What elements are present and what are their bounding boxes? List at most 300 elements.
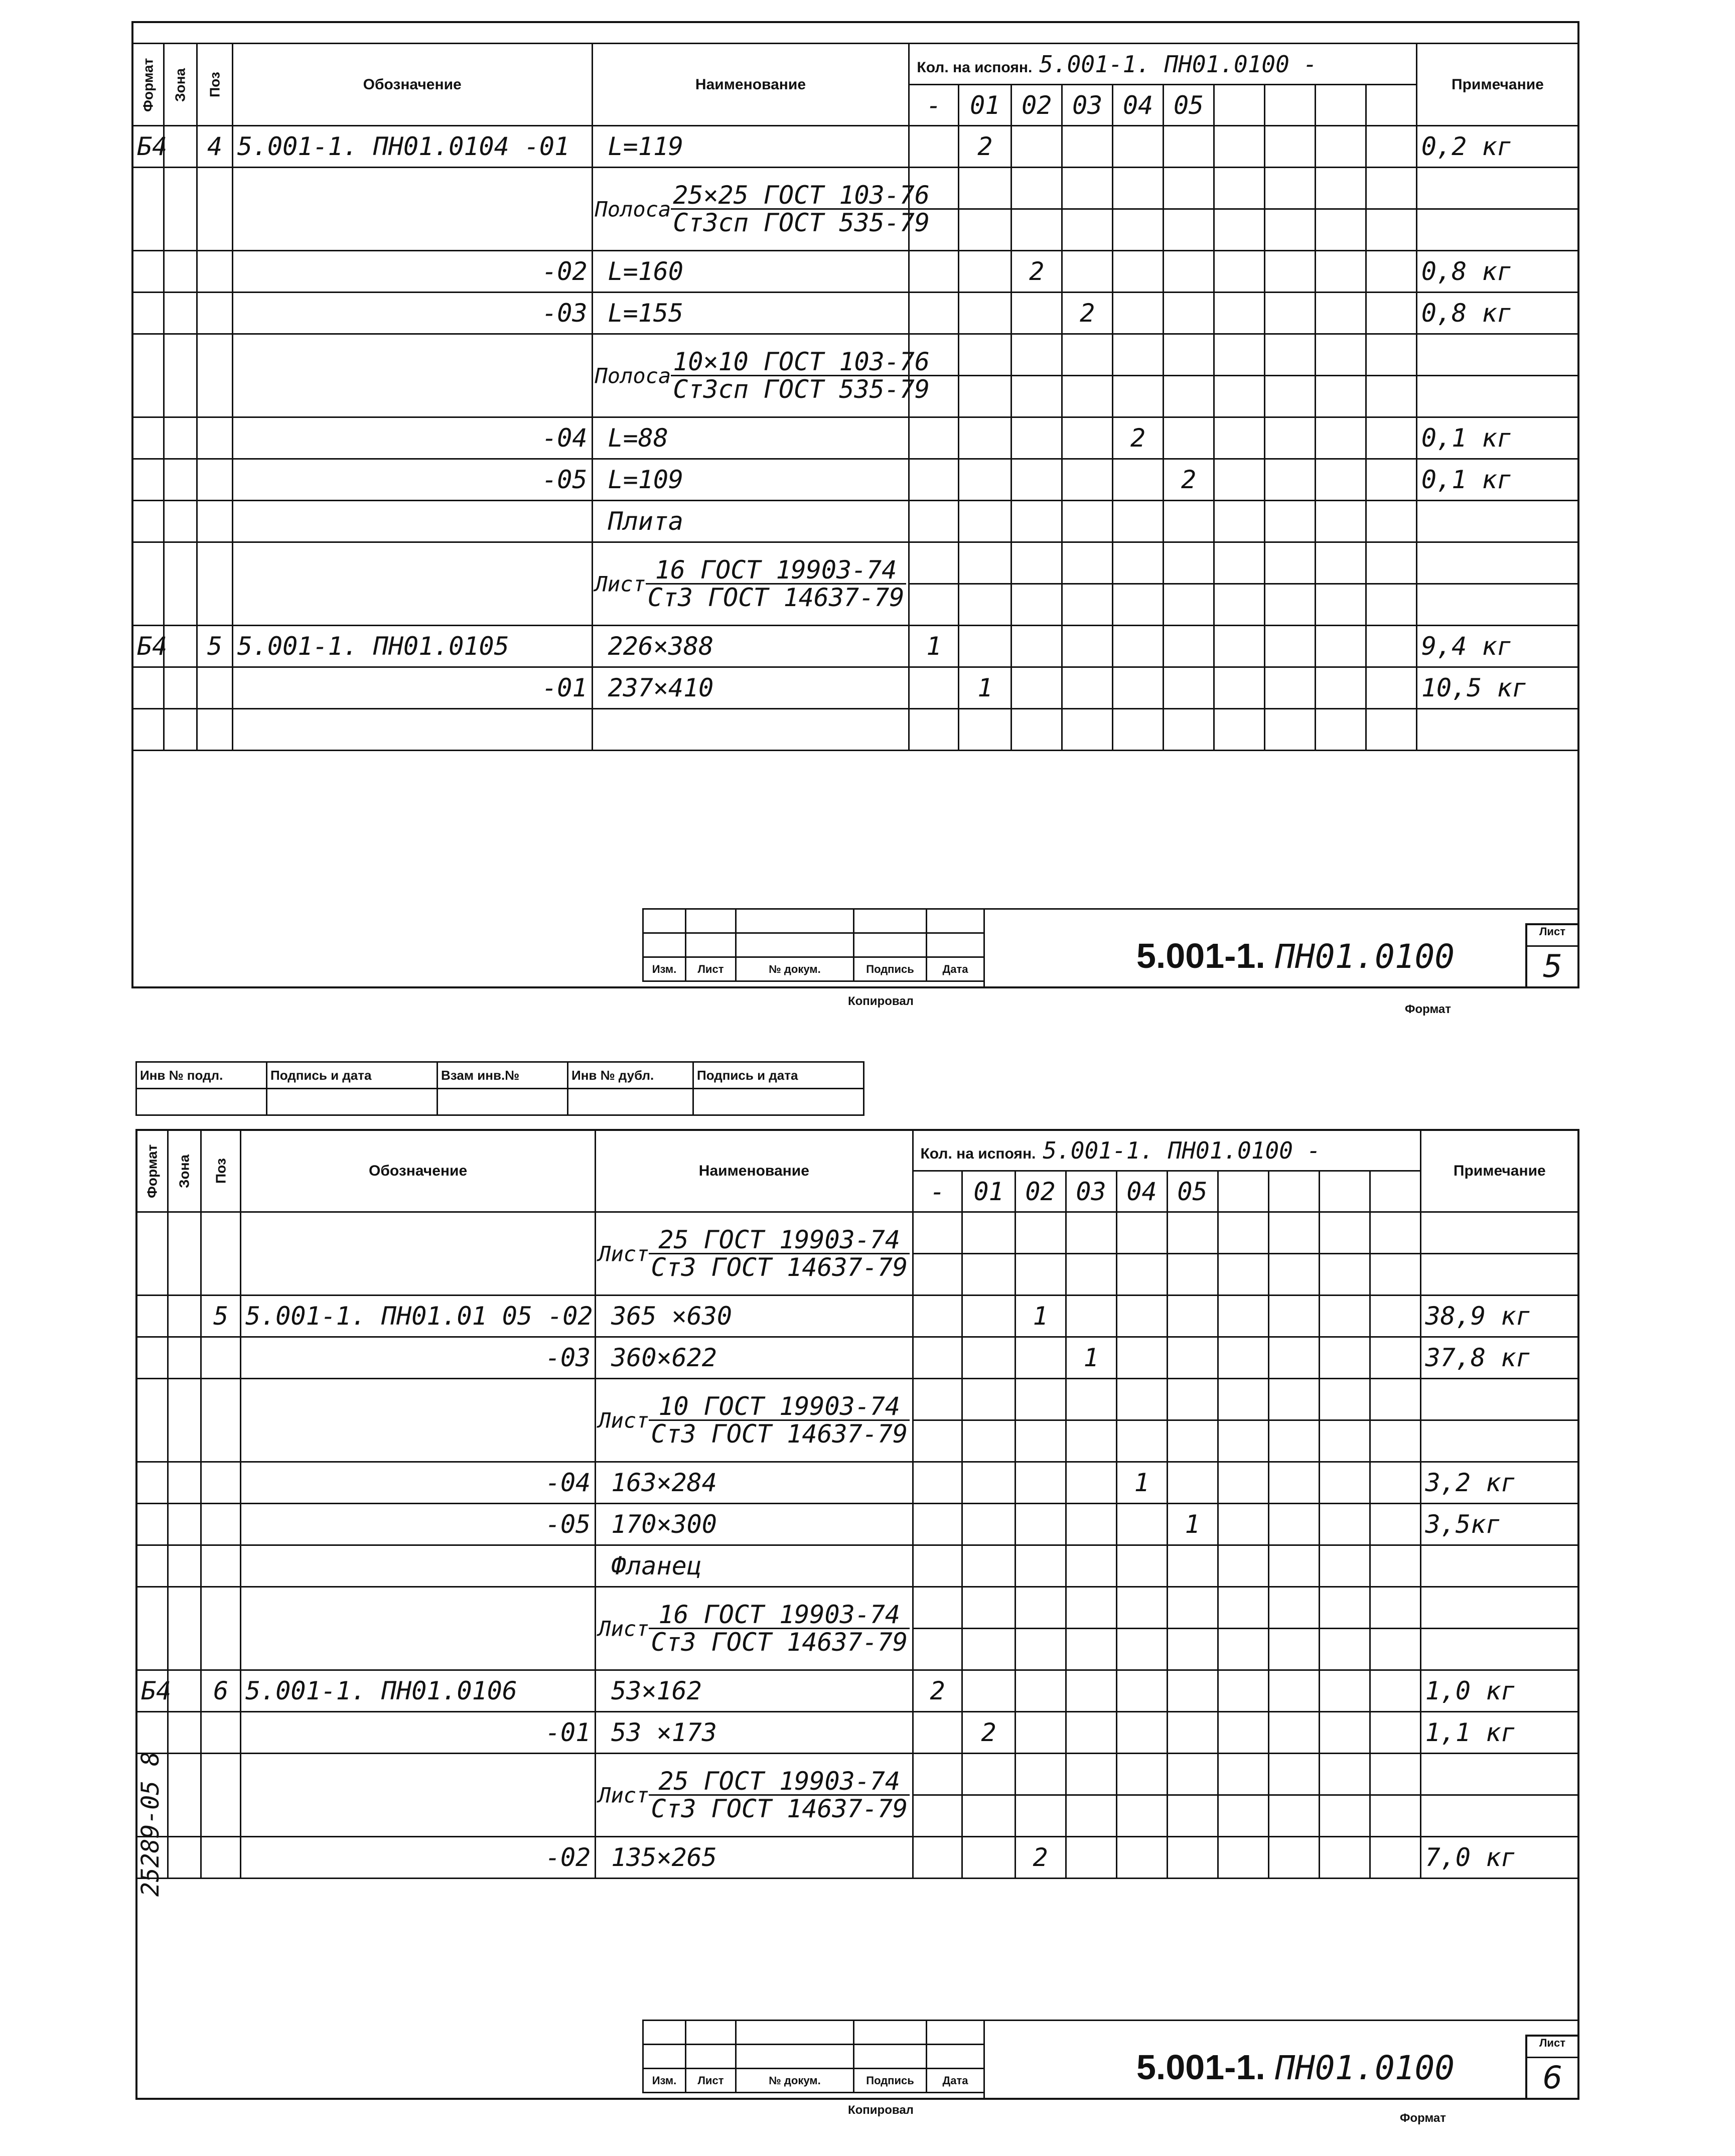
col-pos-header: Поз (201, 1130, 241, 1212)
cell-qty (1264, 334, 1315, 376)
cell-qty (1164, 293, 1214, 334)
format-label: Формат (1400, 2111, 1447, 2125)
cell-qty (1113, 542, 1164, 584)
cell-qty (1264, 542, 1315, 584)
cell-zone (164, 168, 197, 251)
cell-qty (1264, 626, 1315, 667)
cell-qty (1366, 501, 1416, 542)
stamp-doc: № докум. (736, 957, 854, 981)
cell-qty (1268, 1837, 1319, 1879)
cell-designation: -01 (232, 667, 592, 709)
cell-format (132, 334, 164, 417)
exec-col-header: 05 (1164, 85, 1214, 126)
cell-pos (201, 1712, 241, 1754)
cell-qty (962, 1462, 1015, 1504)
cell-designation (232, 334, 592, 417)
cell-qty (1218, 1670, 1268, 1712)
cell-qty (962, 1545, 1015, 1587)
cell-format (136, 1337, 168, 1379)
cell-pos (201, 1337, 241, 1379)
cell-designation: -04 (241, 1462, 596, 1504)
cell-qty (1167, 1670, 1218, 1712)
material-profile: 10 ГОСТ 19903-74 (649, 1393, 910, 1421)
cell-qty (959, 251, 1011, 293)
cell-qty (1164, 126, 1214, 168)
cell-qty (1066, 1754, 1116, 1795)
cell-qty (962, 1254, 1015, 1296)
material-grade: Ст3 ГОСТ 14637-79 (651, 1794, 908, 1823)
cell-qty (1167, 1795, 1218, 1837)
cell-note (1416, 542, 1578, 584)
cell-qty (1315, 542, 1366, 584)
cell-qty (1366, 334, 1416, 376)
cell-qty (1015, 1670, 1066, 1712)
cell-qty (1113, 126, 1164, 168)
cell-note: 0,2 кг (1416, 126, 1578, 168)
cell-qty (1366, 584, 1416, 626)
cell-qty (1066, 1212, 1116, 1254)
cell-qty (1370, 1629, 1420, 1670)
cell-qty (913, 1712, 962, 1754)
cell-note (1416, 209, 1578, 251)
cell-qty (1062, 417, 1113, 459)
qty-title: Кол. на испоян. (917, 59, 1033, 76)
cell-qty (1066, 1296, 1116, 1337)
cell-qty (1218, 1629, 1268, 1670)
cell-qty (959, 584, 1011, 626)
cell-zone (164, 501, 197, 542)
cell-qty (909, 459, 959, 501)
cell-qty (1214, 126, 1265, 168)
cell-qty (1366, 126, 1416, 168)
cell-qty (1370, 1420, 1420, 1462)
cell-note: 0,8 кг (1416, 293, 1578, 334)
cell-qty (1214, 168, 1265, 209)
table-row (132, 168, 1579, 209)
exec-col-header: 03 (1062, 85, 1113, 126)
cell-qty: 1 (959, 667, 1011, 709)
cell-qty (1370, 1254, 1420, 1296)
cell-qty (1264, 126, 1315, 168)
cell-name: L=88 (592, 417, 909, 459)
cell-qty (1319, 1296, 1370, 1337)
cell-qty (962, 1337, 1015, 1379)
cell-name (592, 334, 930, 417)
cell-qty (1218, 1379, 1268, 1420)
cell-qty (959, 542, 1011, 584)
cell-qty (1214, 293, 1265, 334)
cell-qty: 2 (1164, 459, 1214, 501)
cell-qty (909, 667, 959, 709)
cell-pos (197, 459, 233, 501)
material-grade: Ст3 ГОСТ 14637-79 (651, 1628, 908, 1657)
cell-pos (201, 1212, 241, 1296)
exec-col-header: 04 (1113, 85, 1164, 126)
exec-col-header (1319, 1171, 1370, 1212)
exec-col-header: 01 (962, 1171, 1015, 1212)
material-fraction (671, 182, 932, 236)
cell-name: Плита (592, 501, 909, 542)
cell-qty (962, 1629, 1015, 1670)
cell-format: Б4 (132, 126, 164, 168)
cell-qty (1315, 417, 1366, 459)
col-qty-header (913, 1130, 1420, 1171)
cell-qty (1015, 1504, 1066, 1545)
cell-format (136, 1296, 168, 1337)
cell-qty (1370, 1504, 1420, 1545)
table-row (136, 1337, 1579, 1379)
cell-zone (164, 459, 197, 501)
cell-name: 53 ×173 (596, 1712, 913, 1754)
cell-qty (1315, 334, 1366, 376)
cell-format (136, 1587, 168, 1670)
cell-qty (1164, 417, 1214, 459)
cell-pos: 6 (201, 1670, 241, 1712)
cell-qty (1214, 459, 1265, 501)
table-row (132, 667, 1579, 709)
cell-qty (1319, 1795, 1370, 1837)
cell-qty (1218, 1504, 1268, 1545)
cell-qty (962, 1504, 1015, 1545)
cell-qty (962, 1837, 1015, 1879)
cell-note (1420, 1212, 1578, 1254)
cell-qty (1015, 1379, 1066, 1420)
cell-qty (1319, 1504, 1370, 1545)
cell-qty (1164, 209, 1214, 251)
table-row (132, 334, 1579, 376)
material-label: Полоса (595, 363, 671, 388)
material-fraction (649, 1768, 910, 1822)
cell-qty (1366, 459, 1416, 501)
cell-qty (1167, 1587, 1218, 1629)
cell-name: Фланец (596, 1545, 913, 1587)
qty-code: 5.001-1. ПН01.0100 - (1043, 1136, 1321, 1164)
stamp-date: Дата (927, 957, 984, 981)
cell-name (596, 1379, 913, 1462)
col-designation-header: Обозначение (232, 44, 592, 126)
cell-pos (197, 667, 233, 709)
cell-qty (1370, 1795, 1420, 1837)
exec-col-header: 04 (1116, 1171, 1167, 1212)
cell-note: 9,4 кг (1416, 626, 1578, 667)
cell-qty (1015, 1462, 1066, 1504)
cell-format (132, 417, 164, 459)
table-row (132, 501, 1579, 542)
cell-qty (1113, 626, 1164, 667)
table-row (136, 1379, 1579, 1420)
cell-qty (1015, 1420, 1066, 1462)
cell-qty (1264, 709, 1315, 751)
cell-format (136, 1545, 168, 1587)
cell-name: 226×388 (592, 626, 909, 667)
cell-name: 360×622 (596, 1337, 913, 1379)
material-fraction (671, 349, 932, 403)
cell-pos (197, 542, 233, 626)
spec-table-sheet-1 (131, 43, 1579, 751)
sheet-number: 6 (1542, 2059, 1562, 2096)
cell-name (592, 542, 909, 626)
cell-note (1420, 1254, 1578, 1296)
cell-qty (1167, 1420, 1218, 1462)
cell-format (132, 501, 164, 542)
table-row (132, 459, 1579, 501)
material-grade: Ст3сп ГОСТ 535-79 (673, 208, 930, 237)
cell-qty (1116, 1587, 1167, 1629)
cell-name (596, 1754, 913, 1837)
cell-qty (1164, 168, 1214, 209)
exec-col-header (1214, 85, 1265, 126)
table-row (136, 1670, 1579, 1712)
cell-qty (1264, 251, 1315, 293)
cell-qty (1011, 709, 1062, 751)
cell-designation: 5.001-1. ПН01.01 05 -02 (241, 1296, 596, 1337)
exec-col-header: 01 (959, 85, 1011, 126)
table-row (136, 1837, 1579, 1879)
cell-qty (1214, 667, 1265, 709)
cell-qty (913, 1587, 962, 1629)
cell-qty (1116, 1254, 1167, 1296)
cell-format (132, 293, 164, 334)
cell-qty (1062, 209, 1113, 251)
cell-qty (1214, 709, 1265, 751)
cell-qty (1116, 1545, 1167, 1587)
cell-qty: 2 (1011, 251, 1062, 293)
cell-qty (913, 1212, 962, 1254)
cell-zone (164, 251, 197, 293)
cell-pos (201, 1754, 241, 1837)
cell-qty (1113, 501, 1164, 542)
cell-qty (1116, 1837, 1167, 1879)
cell-qty (1011, 667, 1062, 709)
cell-qty (1214, 334, 1265, 376)
spec-table-sheet-2 (135, 1129, 1579, 1879)
cell-qty (1268, 1629, 1319, 1670)
cell-format (136, 1504, 168, 1545)
cell-zone (168, 1670, 201, 1712)
cell-qty (1116, 1629, 1167, 1670)
cell-qty (913, 1504, 962, 1545)
archive-side-mark: 25289-05 8 (136, 1752, 165, 1897)
cell-designation (241, 1379, 596, 1462)
exec-col-header (1370, 1171, 1420, 1212)
cell-qty (1164, 584, 1214, 626)
cell-name: 170×300 (596, 1504, 913, 1545)
cell-qty (1315, 584, 1366, 626)
cell-designation: -03 (232, 293, 592, 334)
cell-qty (1113, 667, 1164, 709)
title-block-sheet-1 (642, 908, 985, 982)
table-row (132, 542, 1579, 584)
cell-qty (1116, 1379, 1167, 1420)
cell-name: 53×162 (596, 1670, 913, 1712)
cell-qty (1319, 1212, 1370, 1254)
cell-qty (1066, 1254, 1116, 1296)
material-label: Лист (598, 1783, 649, 1807)
cell-name: L=155 (592, 293, 909, 334)
title-block-sheet-2 (642, 2020, 985, 2093)
cell-qty (1011, 376, 1062, 417)
cell-qty (1164, 501, 1214, 542)
cell-qty (1062, 542, 1113, 584)
cell-qty (1268, 1795, 1319, 1837)
cell-note: 10,5 кг (1416, 667, 1578, 709)
cell-note: 38,9 кг (1420, 1296, 1578, 1337)
sheet-number-box-2: Лист 6 (1525, 2035, 1579, 2100)
cell-qty (1366, 209, 1416, 251)
cell-qty (1319, 1254, 1370, 1296)
material-profile: 25 ГОСТ 19903-74 (649, 1227, 910, 1255)
cell-designation (241, 1212, 596, 1296)
cell-zone (168, 1337, 201, 1379)
cell-qty (909, 584, 959, 626)
cell-qty (1116, 1212, 1167, 1254)
material-fraction (649, 1602, 910, 1656)
cell-qty (959, 376, 1011, 417)
cell-designation: -01 (241, 1712, 596, 1754)
cell-qty (1370, 1587, 1420, 1629)
cell-qty (1062, 251, 1113, 293)
material-label: Лист (598, 1616, 649, 1641)
cell-note: 3,5кг (1420, 1504, 1578, 1545)
cell-qty (1214, 626, 1265, 667)
cell-qty (1116, 1795, 1167, 1837)
cell-qty (1164, 334, 1214, 376)
table-row (136, 1587, 1579, 1629)
cell-qty (1062, 584, 1113, 626)
cell-format (132, 251, 164, 293)
exec-col-header (1218, 1171, 1268, 1212)
cell-qty (1370, 1212, 1420, 1254)
cell-qty (1264, 376, 1315, 417)
cell-qty (1319, 1837, 1370, 1879)
cell-qty (1062, 709, 1113, 751)
cell-pos: 5 (197, 626, 233, 667)
stamp-sign: Подпись (854, 2069, 927, 2093)
cell-qty (909, 251, 959, 293)
cell-qty (1066, 1462, 1116, 1504)
cell-qty (962, 1379, 1015, 1420)
cell-qty (1116, 1712, 1167, 1754)
stamp-date: Дата (927, 2069, 984, 2093)
cell-designation: -05 (241, 1504, 596, 1545)
cell-qty (1116, 1754, 1167, 1795)
cell-qty (1315, 501, 1366, 542)
cell-pos (197, 501, 233, 542)
col-name-header: Наименование (596, 1130, 913, 1212)
table-row (132, 417, 1579, 459)
cell-designation: -04 (232, 417, 592, 459)
cell-zone (164, 293, 197, 334)
cell-qty (1370, 1462, 1420, 1504)
cell-qty (1066, 1670, 1116, 1712)
cell-qty: 2 (1113, 417, 1164, 459)
cell-qty (1062, 626, 1113, 667)
cell-qty: 1 (1167, 1504, 1218, 1545)
cell-qty (962, 1212, 1015, 1254)
cell-qty: 2 (1062, 293, 1113, 334)
cell-format (132, 667, 164, 709)
cell-designation (241, 1545, 596, 1587)
cell-qty (1319, 1587, 1370, 1629)
cell-qty (1062, 459, 1113, 501)
cell-note: 7,0 кг (1420, 1837, 1578, 1879)
table-row (136, 1712, 1579, 1754)
cell-zone (164, 626, 197, 667)
cell-designation (232, 542, 592, 626)
col-format-header: Формат (136, 1130, 168, 1212)
cell-pos (197, 168, 233, 251)
cell-qty (1268, 1462, 1319, 1504)
table-row (132, 126, 1579, 168)
cell-qty (1218, 1712, 1268, 1754)
cell-designation: -03 (241, 1337, 596, 1379)
cell-qty (959, 626, 1011, 667)
cell-qty (1116, 1420, 1167, 1462)
cell-format (132, 459, 164, 501)
cell-qty (1370, 1545, 1420, 1587)
col-zone-header: Зона (164, 44, 197, 126)
cell-qty (1366, 709, 1416, 751)
cell-qty (1062, 376, 1113, 417)
cell-name (592, 168, 930, 251)
cell-note (1416, 501, 1578, 542)
cell-qty (1319, 1337, 1370, 1379)
cell-qty (1015, 1337, 1066, 1379)
cell-qty (1066, 1504, 1116, 1545)
cell-qty (962, 1795, 1015, 1837)
cell-designation: -05 (232, 459, 592, 501)
cell-qty (913, 1337, 962, 1379)
cell-qty (913, 1462, 962, 1504)
cell-qty (1218, 1837, 1268, 1879)
col-note-header: Примечание (1420, 1130, 1578, 1212)
cell-note (1416, 376, 1578, 417)
cell-qty (1315, 126, 1366, 168)
cell-qty (1366, 293, 1416, 334)
cell-qty: 1 (1116, 1462, 1167, 1504)
cell-note: 3,2 кг (1420, 1462, 1578, 1504)
cell-note (1420, 1629, 1578, 1670)
material-grade: Ст3 ГОСТ 14637-79 (647, 583, 905, 612)
cell-qty (1167, 1379, 1218, 1420)
cell-qty (1366, 626, 1416, 667)
material-fraction (646, 557, 907, 611)
exec-col-header: 03 (1066, 1171, 1116, 1212)
cell-format (136, 1462, 168, 1504)
cell-pos (197, 293, 233, 334)
table-row (132, 626, 1579, 667)
cell-designation (232, 501, 592, 542)
exec-col-header (1268, 1171, 1319, 1212)
cell-qty (1116, 1504, 1167, 1545)
cell-qty (913, 1296, 962, 1337)
cell-qty (1264, 209, 1315, 251)
cell-note (1420, 1587, 1578, 1629)
document-code-sheet-1: 5.001-1. ПН01.0100 (1136, 936, 1455, 976)
table-row (136, 1212, 1579, 1254)
cell-qty (1319, 1420, 1370, 1462)
cell-zone (168, 1712, 201, 1754)
cell-qty (1264, 667, 1315, 709)
cell-qty (1268, 1712, 1319, 1754)
cell-pos: 5 (201, 1296, 241, 1337)
qty-title: Кол. на испоян. (920, 1145, 1036, 1162)
cell-qty (1319, 1379, 1370, 1420)
cell-zone (164, 126, 197, 168)
cell-name (592, 709, 909, 751)
cell-qty (1268, 1212, 1319, 1254)
cell-qty (1366, 417, 1416, 459)
